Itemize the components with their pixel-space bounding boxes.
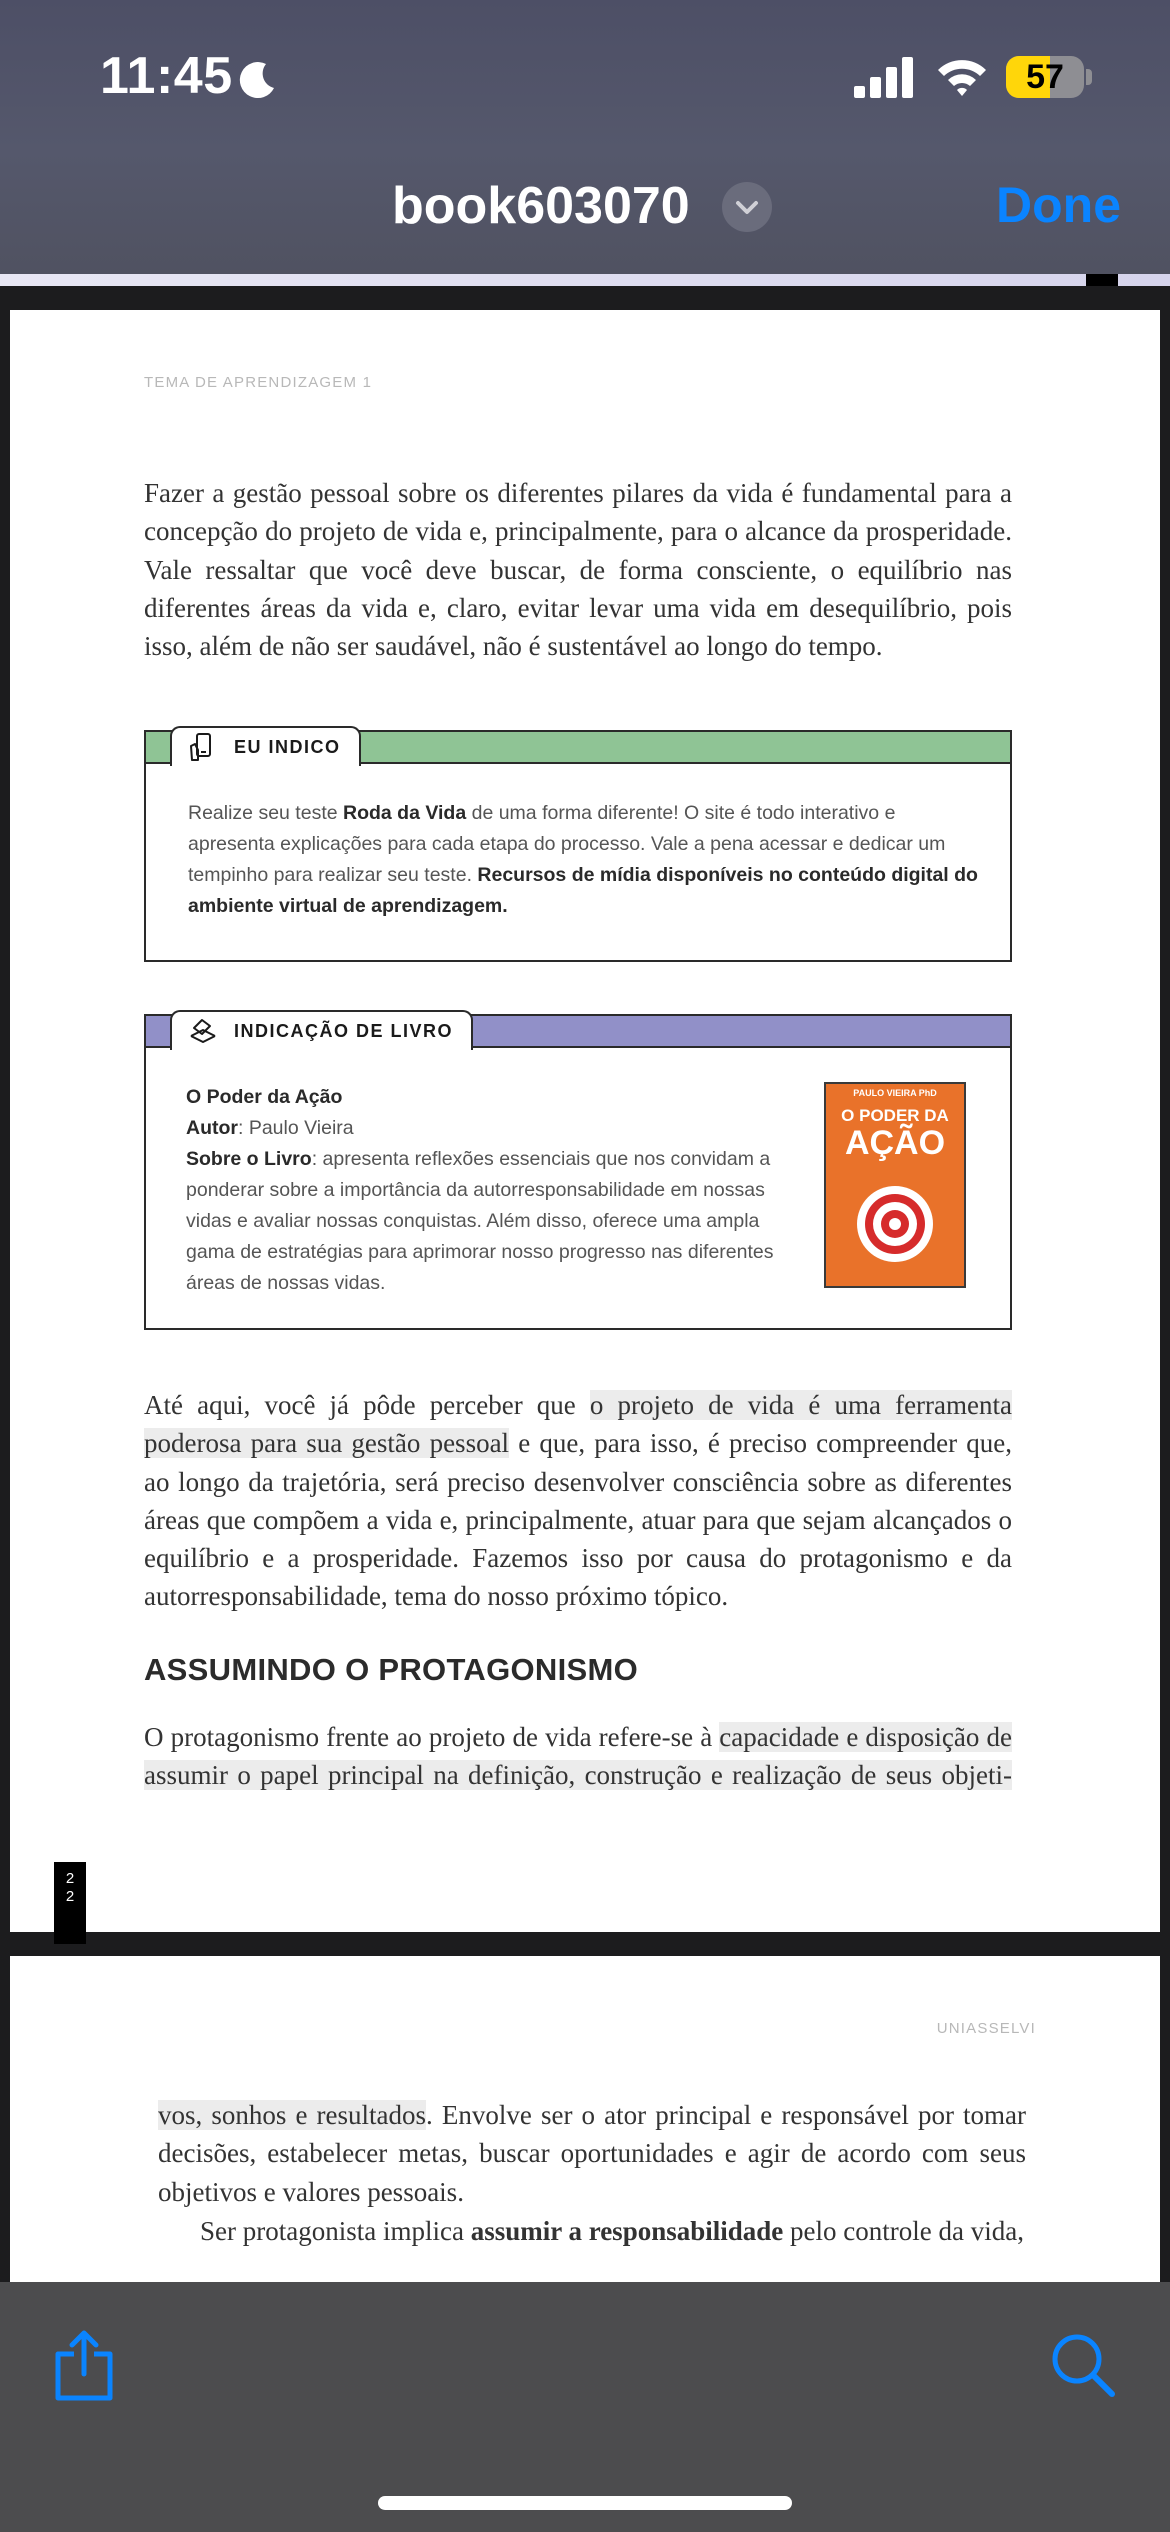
- page-22: [10, 310, 1160, 1932]
- moon-icon: [236, 58, 280, 102]
- eu-indico-label: EU INDICO: [234, 737, 341, 757]
- paragraph-ser-protagonista: Ser protagonista implica assumir a responsabilidade pelo controle da vida,: [200, 2216, 1024, 2246]
- books-icon: [188, 1016, 218, 1046]
- title-menu-button[interactable]: [722, 182, 772, 232]
- book-title: O Poder da Ação: [186, 1086, 343, 1108]
- book-recommendation-tab: [170, 1010, 473, 1050]
- document-title[interactable]: book603070: [392, 177, 690, 235]
- status-time: 11:45: [100, 47, 233, 105]
- top-bar: [0, 0, 1170, 274]
- phone-hand-icon: [188, 732, 218, 762]
- page-23: [10, 1956, 1160, 2286]
- bottom-toolbar: [0, 2282, 1170, 2532]
- paragraph-intro: Fazer a gestão pessoal sobre os diferentes pilares da vida é fundamental para a concepção do projeto de vida e, principalmente, para o alcance da prosperidade. Vale ressaltar que você deve buscar, de forma consciente, o equilíbrio nas diferentes áreas da vida e, claro, evitar levar uma vida em desequilíbrio, pois isso, além de não ser saudável, não é sustentável ao longo do tempo.: [144, 478, 1012, 662]
- document-viewer[interactable]: [0, 286, 1170, 2286]
- highlighted-text: o projeto de vida é uma ferramenta poderosa para sua gestão pessoal: [144, 1390, 1012, 1459]
- eu-indico-text: Realize seu teste Roda da Vida de uma forma diferente! O site é todo interativo e apresenta explicações para cada etapa do processo. Vale a pena acessar e dedicar um tempinho para realizar seu teste. Recursos de mídia disponíveis no conteúdo digital do ambiente virtual de aprendizagem.: [188, 802, 978, 917]
- paragraph-continuation: vos, sonhos e resultados. Envolve ser o ator principal e responsável por tomar decisões, estabelecer metas, buscar oportunidades e agir de acordo com seus objetivos e valores pessoais.: [158, 2100, 1027, 2207]
- page-edge: [0, 274, 1170, 286]
- book-about: : apresenta reflexões essenciais que nos convidam a ponderar sobre a importância da autorresponsabilidade em nossas vidas e avaliar nossas conquistas. Além disso, oferece uma ampla gama de estratégias para aprimorar nosso progresso nas diferentes áreas de nossas vidas.: [186, 1148, 774, 1294]
- section-heading: ASSUMINDO O PROTAGONISMO: [144, 1652, 639, 1687]
- share-icon[interactable]: [52, 2328, 116, 2402]
- page-number: 22: [54, 1862, 86, 1944]
- target-icon: [855, 1184, 935, 1264]
- running-head: UNIASSELVI: [936, 2020, 1036, 2037]
- page-edge-marker: [1086, 274, 1118, 286]
- book-recommendation-label: INDICAÇÃO DE LIVRO: [234, 1021, 454, 1041]
- paragraph-projeto-de-vida: Até aqui, você já pôde perceber que o projeto de vida é uma ferramenta poderosa para sua gestão pessoal e que, para isso, é preciso compreender que, ao longo da trajetória, será preciso desenvolver consciência sobre as diferentes áreas que compõem a vida e, principalmente, atuar para que sejam alcançados o equilíbrio e a prosperidade. Fazemos isso por causa do protagonismo e da autorresponsabilidade, tema do nosso próximo tópico.: [144, 1390, 1012, 1612]
- battery-indicator: [1006, 56, 1092, 98]
- book-details: O Poder da Ação Autor: Paulo Vieira Sobre o Livro: apresenta reflexões essenciais que nos convidam a ponderar sobre a importância da autorresponsabilidade em nossas vidas e avaliar nossas conquistas. Além disso, oferece uma ampla gama de estratégias para aprimorar nosso progresso nas diferentes áreas de nossas vidas.: [186, 1086, 774, 1294]
- running-head: TEMA DE APRENDIZAGEM 1: [144, 374, 373, 391]
- search-icon[interactable]: [1050, 2332, 1116, 2398]
- battery-level: 57: [1026, 58, 1064, 96]
- book-cover-image: PAULO VIEIRA PhD O PODER DA AÇÃO: [824, 1082, 966, 1288]
- signal-icon: [852, 56, 916, 98]
- eu-indico-tab: [170, 726, 361, 766]
- wifi-icon: [934, 54, 990, 98]
- book-recommendation-box: [144, 1014, 1012, 1330]
- paragraph-protagonismo: O protagonismo frente ao projeto de vida refere-se à capacidade e disposição de assumir o papel principal na definição, construção e realização de seus objeti-: [144, 1722, 1012, 1791]
- chevron-down-icon: [722, 182, 772, 232]
- eu-indico-box: [144, 730, 1012, 962]
- highlighted-text: capacidade e disposição de assumir o papel principal na definição, construção e realização de seus objeti-: [144, 1722, 1012, 1791]
- home-indicator[interactable]: [378, 2496, 792, 2510]
- book-author: : Paulo Vieira: [238, 1117, 354, 1139]
- done-button[interactable]: Done: [996, 177, 1121, 233]
- highlighted-text: vos, sonhos e resultados: [158, 2100, 427, 2130]
